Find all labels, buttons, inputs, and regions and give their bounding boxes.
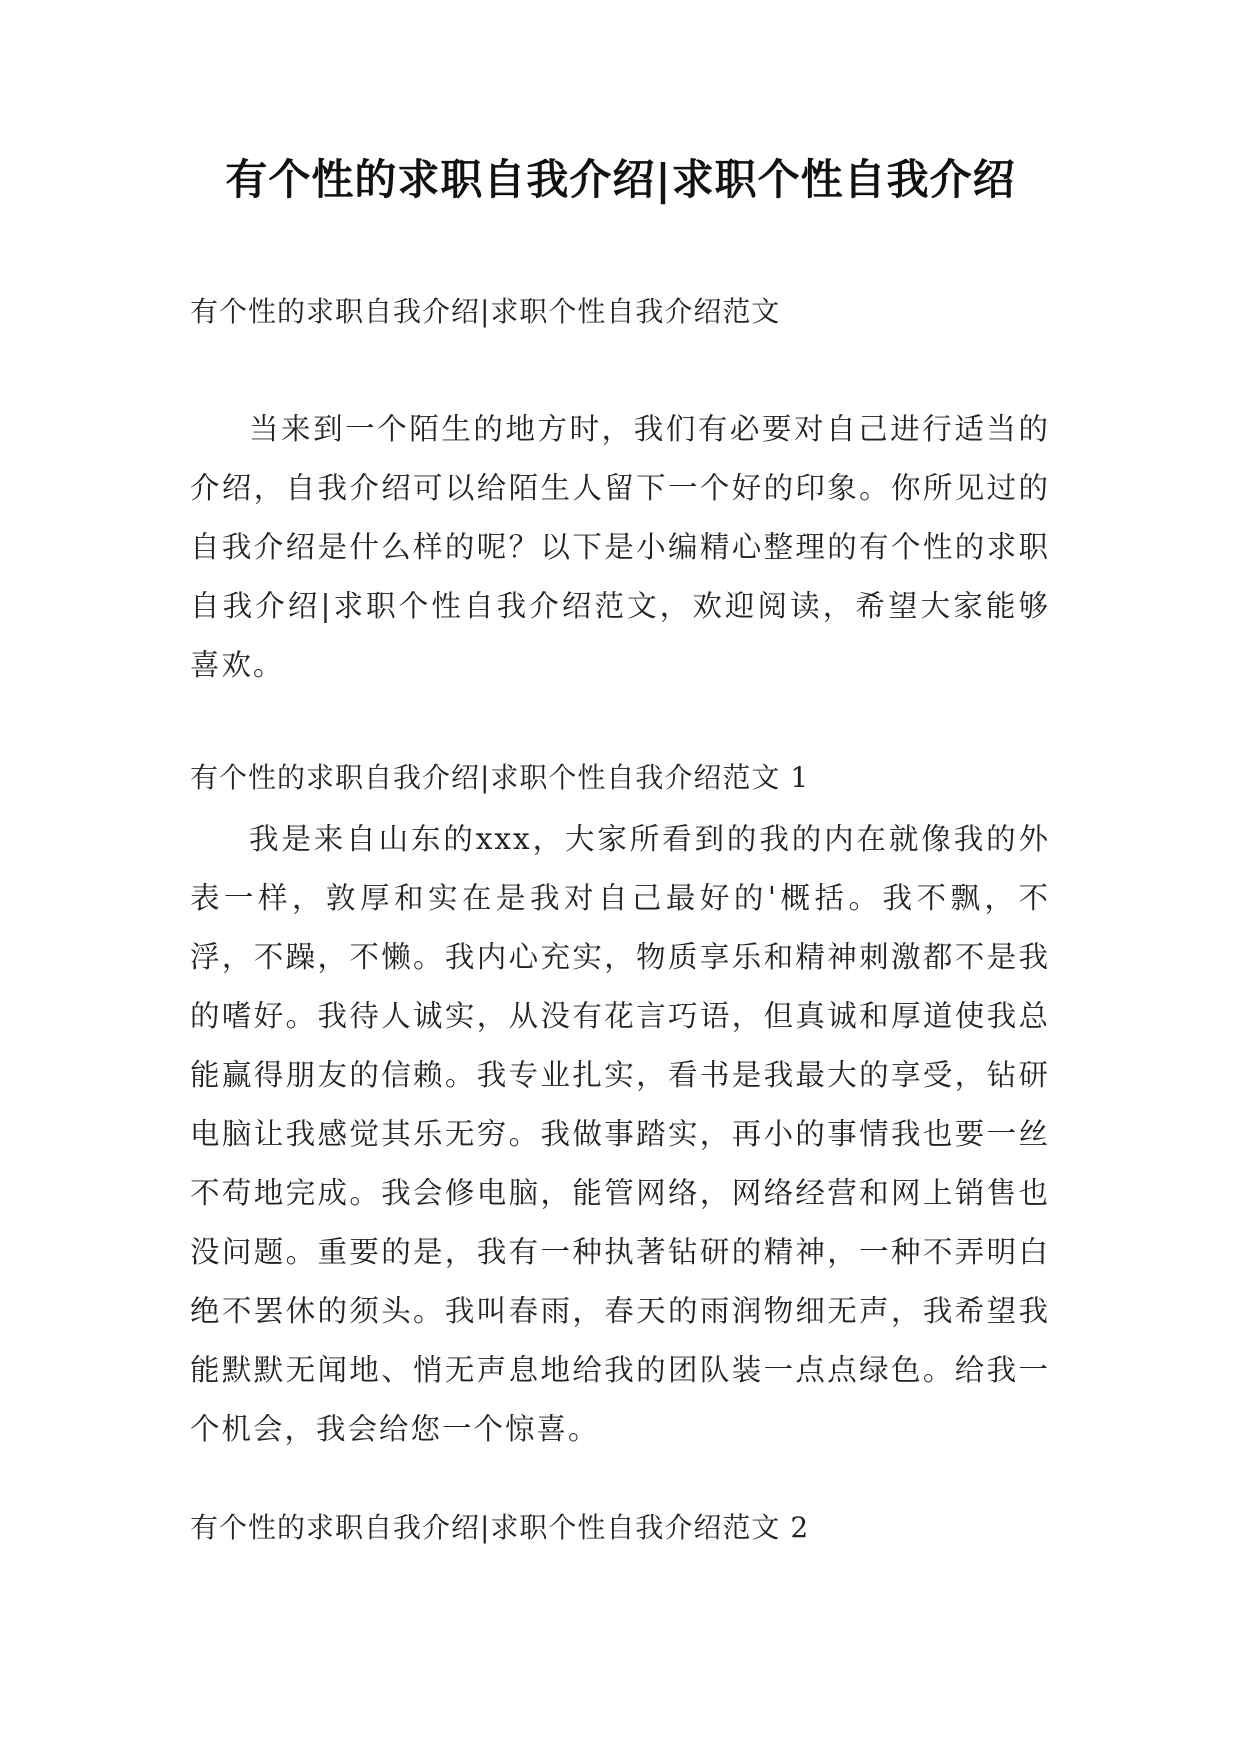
document-subtitle: 有个性的求职自我介绍|求职个性自我介绍范文 [190,295,781,328]
intro-paragraph: 当来到一个陌生的地方时，我们有必要对自己进行适当的介绍，自我介绍可以给陌生人留下一个好的印象。你所见过的自我介绍是什么样的呢？以下是小编精心整理的有个性的求职自我介绍|求职个性自我介绍范文，欢迎阅读，希望大家能够喜欢。 [190,412,1050,682]
section-heading-2: 有个性的求职自我介绍|求职个性自我介绍范文 2 [190,1511,810,1544]
document-title: 有个性的求职自我介绍|求职个性自我介绍 [225,155,1016,204]
section-heading-1: 有个性的求职自我介绍|求职个性自我介绍范文 1 [190,761,810,794]
section-body-1: 我是来自山东的xxx，大家所看到的我的内在就像我的外表一样，敦厚和实在是我对自己最好的'概括。我不飘，不浮，不躁，不懒。我内心充实，物质享乐和精神刺激都不是我的嗜好。我待人诚实，从没有花言巧语，但真诚和厚道使我总能赢得朋友的信赖。我专业扎实，看书是我最大的享受，钻研电脑让我感觉其乐无穷。我做事踏实，再小的事情我也要一丝不苟地完成。我会修电脑，能管网络，网络经营和网上销售也没问题。重要的是，我有一种执著钻研的精神，一种不弄明白绝不罢休的须头。我叫春雨，春天的雨润物细无声，我希望我能默默无闻地、悄无声息地给我的团队装一点点绿色。给我一个机会，我会给您一个惊喜。 [190,822,1050,1446]
